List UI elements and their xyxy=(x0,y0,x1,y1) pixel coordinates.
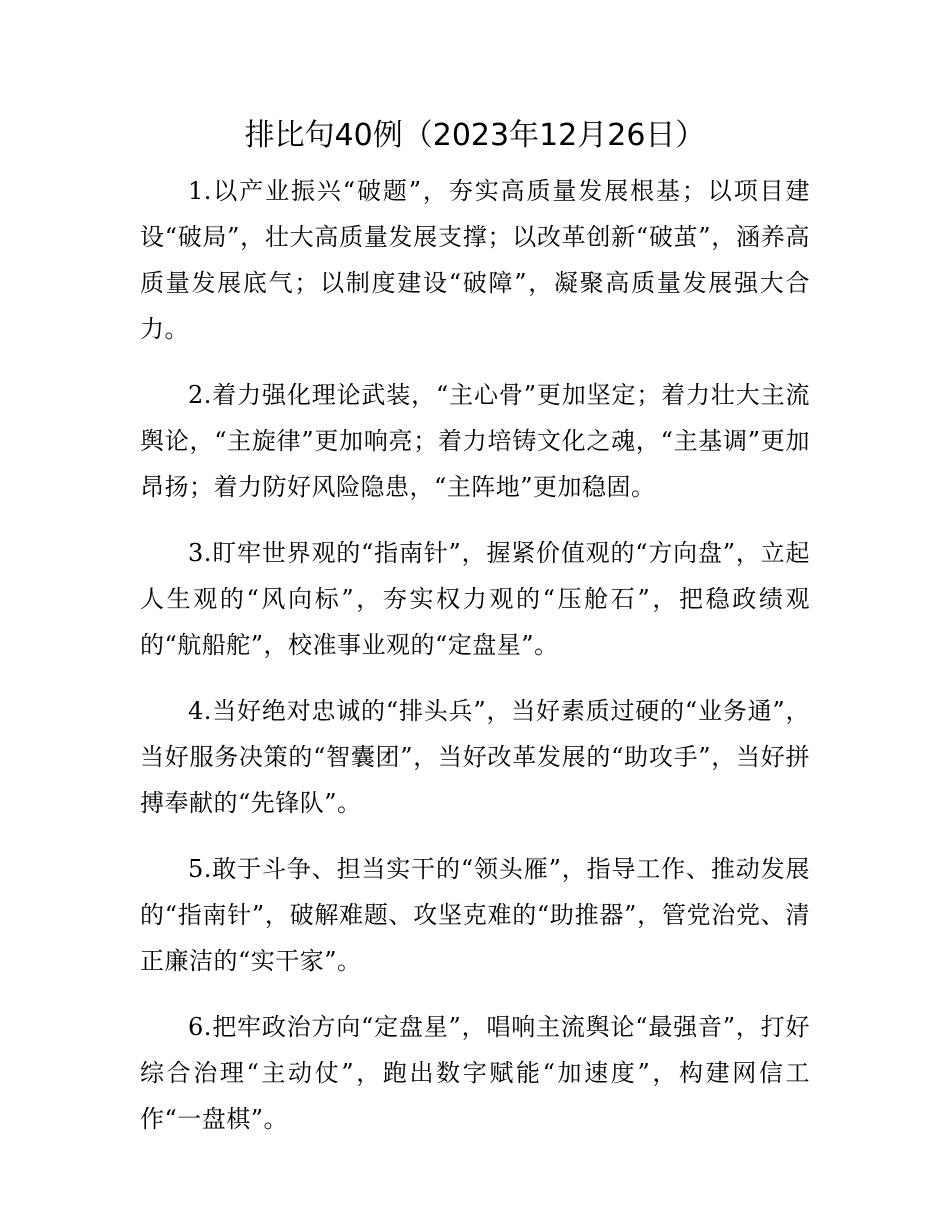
document-title: 排比句40例（2023年12月26日） xyxy=(244,118,706,153)
paragraph-3: 3.盯牢世界观的“指南针”，握紧价值观的“方向盘”，立起人生观的“风向标”，夯实权力观的“压舱石”，把稳政绩观的“航船舵”，校准事业观的“定盘星”。 xyxy=(140,539,810,659)
paragraph-2: 2.着力强化理论武装，“主心骨”更加坚定；着力壮大主流舆论，“主旋律”更加响亮；着力培铸文化之魂，“主基调”更加昂扬；着力防好风险隐患，“主阵地”更加稳固。 xyxy=(140,381,810,501)
paragraph-6: 6.把牢政治方向“定盘星”，唱响主流舆论“最强音”，打好综合治理“主动仗”，跑出数字赋能“加速度”，构建网信工作“一盘棋”。 xyxy=(140,1013,810,1133)
paragraph-4: 4.当好绝对忠诚的“排头兵”，当好素质过硬的“业务通”，当好服务决策的“智囊团”，当好改革发展的“助攻手”，当好拼搏奉献的“先锋队”。 xyxy=(140,697,810,817)
document-body xyxy=(140,168,810,1162)
paragraph-1: 1.以产业振兴“破题”，夯实高质量发展根基；以项目建设“破局”，壮大高质量发展支撑；以改革创新“破茧”，涵养高质量发展底气；以制度建设“破障”，凝聚高质量发展强大合力。 xyxy=(140,177,810,343)
paragraph-5: 5.敢于斗争、担当实干的“领头雁”，指导工作、推动发展的“指南针”，破解难题、攻坚克难的“助推器”，管党治党、清正廉洁的“实干家”。 xyxy=(140,855,810,975)
